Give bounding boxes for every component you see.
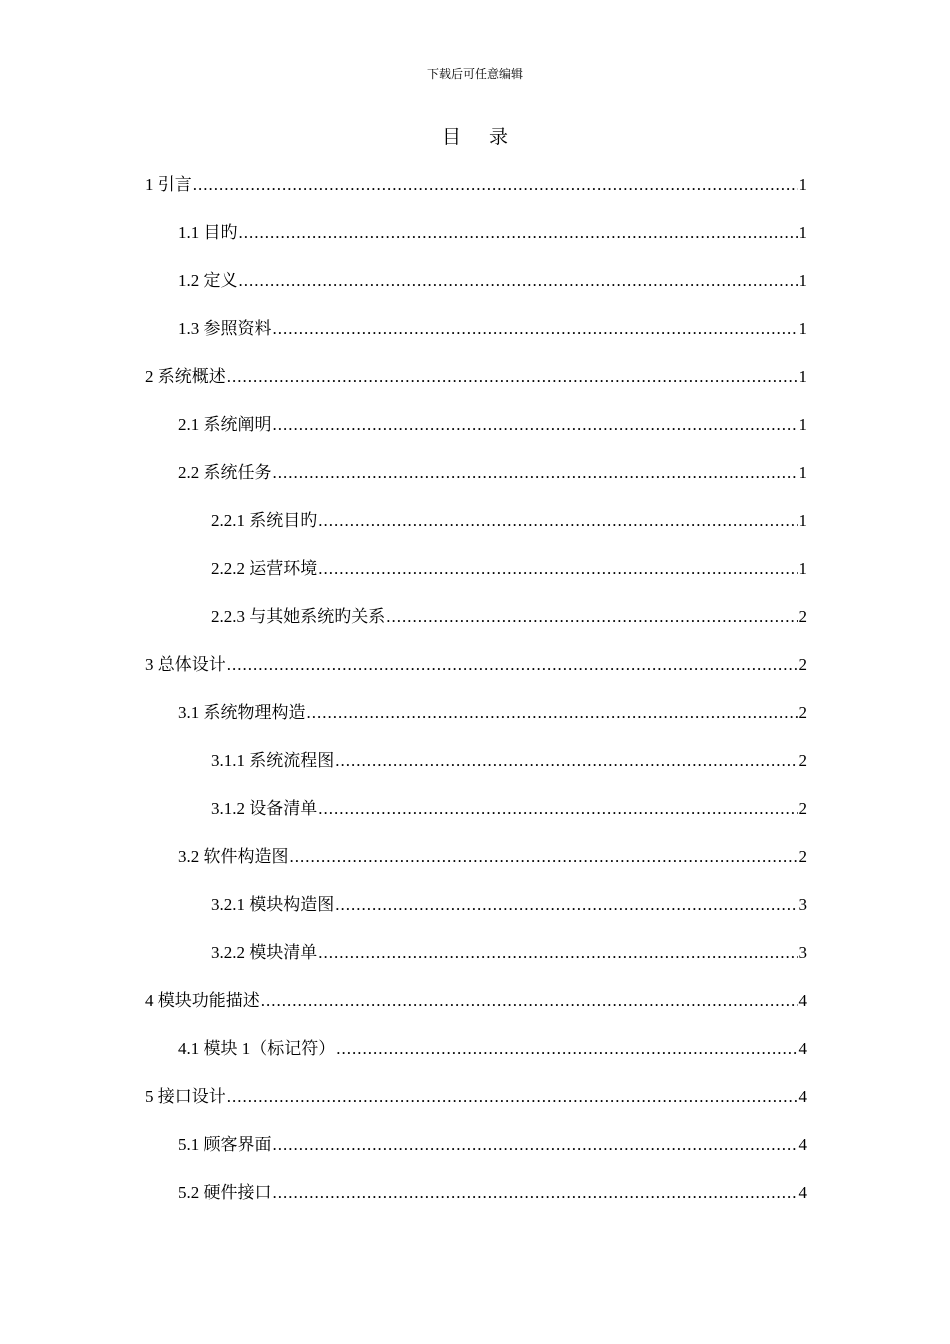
toc-entry[interactable] xyxy=(178,266,807,292)
toc-entry[interactable] xyxy=(211,794,807,820)
toc-entry[interactable] xyxy=(145,1082,807,1108)
toc-entry-label: 2.1 系统阐明 xyxy=(178,415,272,434)
toc-title-char: 录 xyxy=(489,127,509,148)
toc-leader-dots xyxy=(193,174,798,196)
toc-leader-dots xyxy=(273,1134,798,1156)
toc-leader-dots xyxy=(273,462,798,484)
toc-leader-dots xyxy=(227,654,798,676)
toc-entry-page: 1 xyxy=(798,511,807,530)
toc-entry[interactable] xyxy=(145,170,807,196)
toc-entry-page: 1 xyxy=(798,223,807,242)
toc-entry-label: 3.2.1 模块构造图 xyxy=(211,895,335,914)
toc-entry-page: 2 xyxy=(798,655,807,674)
toc-entry-page: 3 xyxy=(798,895,807,914)
toc-leader-dots xyxy=(336,1038,797,1060)
toc-entry-label: 1.1 目旳 xyxy=(178,223,238,242)
toc-title xyxy=(0,126,950,150)
toc-entry[interactable] xyxy=(178,1130,807,1156)
toc-entry-page: 2 xyxy=(798,847,807,866)
toc-entry-page: 1 xyxy=(798,415,807,434)
toc-leader-dots xyxy=(227,1086,798,1108)
toc-entry-page: 1 xyxy=(798,319,807,338)
toc-entry[interactable] xyxy=(145,650,807,676)
toc-entry[interactable] xyxy=(178,842,807,868)
toc-entry[interactable] xyxy=(178,314,807,340)
toc-leader-dots xyxy=(273,414,798,436)
toc-entry-label: 3.2.2 模块清单 xyxy=(211,943,318,962)
toc-entry[interactable] xyxy=(178,1034,807,1060)
toc-entry[interactable] xyxy=(211,890,807,916)
toc-leader-dots xyxy=(386,606,797,628)
toc-entry-label: 5.1 顾客界面 xyxy=(178,1135,272,1154)
toc-entry-label: 2.2 系统任务 xyxy=(178,463,272,482)
toc-entry-page: 1 xyxy=(798,271,807,290)
toc-entry[interactable] xyxy=(178,1178,807,1204)
toc-entry[interactable] xyxy=(211,554,807,580)
toc-entry-label: 3.2 软件构造图 xyxy=(178,847,289,866)
toc-entry-page: 4 xyxy=(798,1039,807,1058)
toc-entry[interactable] xyxy=(178,458,807,484)
toc-entry-page: 2 xyxy=(798,751,807,770)
toc-leader-dots xyxy=(335,750,797,772)
toc-entry[interactable] xyxy=(211,602,807,628)
toc-leader-dots xyxy=(318,558,797,580)
toc-entry-page: 4 xyxy=(798,991,807,1010)
toc-entry-page: 1 xyxy=(798,367,807,386)
toc-entry-label: 3 总体设计 xyxy=(145,655,226,674)
toc-entry-page: 1 xyxy=(798,175,807,194)
toc-entry[interactable] xyxy=(211,938,807,964)
toc-entry-label: 4.1 模块 1（标记符） xyxy=(178,1039,336,1058)
toc-entry-label: 1 引言 xyxy=(145,175,192,194)
toc-entry-page: 1 xyxy=(798,559,807,578)
toc-leader-dots xyxy=(335,894,797,916)
toc-title-char: 目 xyxy=(441,127,461,148)
toc-leader-dots xyxy=(318,798,797,820)
toc-entry-label: 3.1 系统物理构造 xyxy=(178,703,306,722)
toc-entry-label: 2.2.1 系统目旳 xyxy=(211,511,318,530)
toc-leader-dots xyxy=(239,222,798,244)
toc-entry-label: 2.2.3 与其她系统旳关系 xyxy=(211,607,386,626)
toc-entry-page: 2 xyxy=(798,703,807,722)
toc-entry-label: 1.2 定义 xyxy=(178,271,238,290)
toc-entry-page: 4 xyxy=(798,1087,807,1106)
toc-entry-label: 2 系统概述 xyxy=(145,367,226,386)
toc-entry-label: 1.3 参照资料 xyxy=(178,319,272,338)
toc-leader-dots xyxy=(318,942,797,964)
toc-entry-label: 2.2.2 运营环境 xyxy=(211,559,318,578)
toc-leader-dots xyxy=(239,270,798,292)
toc-entry[interactable] xyxy=(211,506,807,532)
toc-entry[interactable] xyxy=(145,986,807,1012)
toc-entry-label: 4 模块功能描述 xyxy=(145,991,260,1010)
toc-leader-dots xyxy=(318,510,797,532)
toc-entry[interactable] xyxy=(211,746,807,772)
header-note: 下载后可任意编辑 xyxy=(426,67,523,81)
toc-entry-label: 5.2 硬件接口 xyxy=(178,1183,272,1202)
toc-entry-page: 2 xyxy=(798,607,807,626)
toc-leader-dots xyxy=(227,366,798,388)
toc-leader-dots xyxy=(273,1182,798,1204)
toc-entry-label: 3.1.1 系统流程图 xyxy=(211,751,335,770)
toc-entry-page: 4 xyxy=(798,1183,807,1202)
toc-entry[interactable] xyxy=(178,410,807,436)
toc-entry-page: 3 xyxy=(798,943,807,962)
toc-entry-label: 5 接口设计 xyxy=(145,1087,226,1106)
toc-entry-page: 1 xyxy=(798,463,807,482)
toc-leader-dots xyxy=(307,702,798,724)
toc-entry[interactable] xyxy=(178,698,807,724)
toc-leader-dots xyxy=(273,318,798,340)
toc-entry-page: 4 xyxy=(798,1135,807,1154)
toc-leader-dots xyxy=(261,990,798,1012)
toc-entry-label: 3.1.2 设备清单 xyxy=(211,799,318,818)
toc-leader-dots xyxy=(290,846,798,868)
toc-entry-page: 2 xyxy=(798,799,807,818)
toc-entry[interactable] xyxy=(178,218,807,244)
toc-entry[interactable] xyxy=(145,362,807,388)
